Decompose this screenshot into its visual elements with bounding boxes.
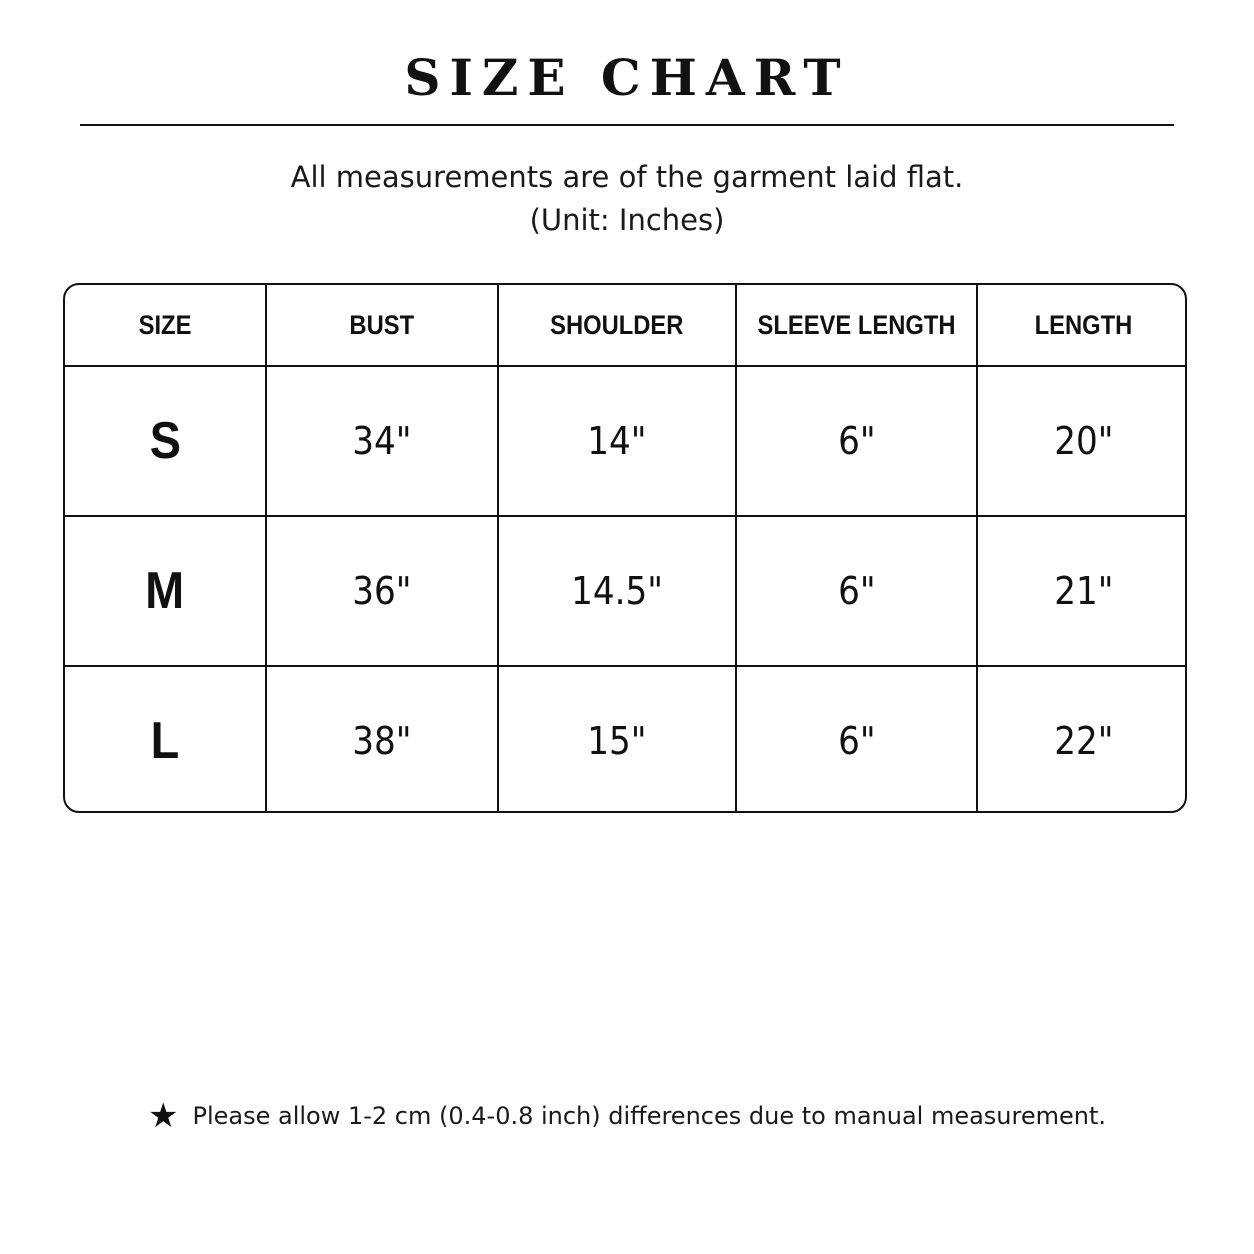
unit-note: (Unit: Inches) xyxy=(529,203,725,237)
length-cell: 20" xyxy=(977,366,1187,516)
length-cell: 22" xyxy=(977,666,1187,813)
size-table xyxy=(63,283,1187,813)
size-cell: S xyxy=(65,366,266,516)
table-row xyxy=(65,366,1187,516)
header-bust: BUST xyxy=(266,285,498,366)
shoulder-cell: 14.5" xyxy=(498,516,736,666)
header-size: SIZE xyxy=(65,285,266,366)
size-cell: L xyxy=(65,666,266,813)
shoulder-cell: 15" xyxy=(498,666,736,813)
measurement-disclaimer xyxy=(0,1096,1254,1136)
bust-cell: 36" xyxy=(266,516,498,666)
table-header-row xyxy=(65,285,1187,366)
star-icon: ★ xyxy=(147,1096,179,1136)
sleeve-length-cell: 6" xyxy=(736,516,977,666)
measurement-note: All measurements are of the garment laid flat. xyxy=(290,160,964,194)
bust-cell: 34" xyxy=(266,366,498,516)
shoulder-cell: 14" xyxy=(498,366,736,516)
sleeve-length-cell: 6" xyxy=(736,366,977,516)
sleeve-length-cell: 6" xyxy=(736,666,977,813)
header-sleeve-length: SLEEVE LENGTH xyxy=(736,285,977,366)
header-length: LENGTH xyxy=(977,285,1187,366)
table-row xyxy=(65,666,1187,813)
bust-cell: 38" xyxy=(266,666,498,813)
table-row xyxy=(65,516,1187,666)
length-cell: 21" xyxy=(977,516,1187,666)
header-shoulder: SHOULDER xyxy=(498,285,736,366)
title-divider xyxy=(80,124,1174,126)
disclaimer-text: Please allow 1-2 cm (0.4-0.8 inch) differences due to manual measurement. xyxy=(192,1102,1107,1130)
size-cell: M xyxy=(65,516,266,666)
page-title: SIZE CHART xyxy=(404,48,850,107)
